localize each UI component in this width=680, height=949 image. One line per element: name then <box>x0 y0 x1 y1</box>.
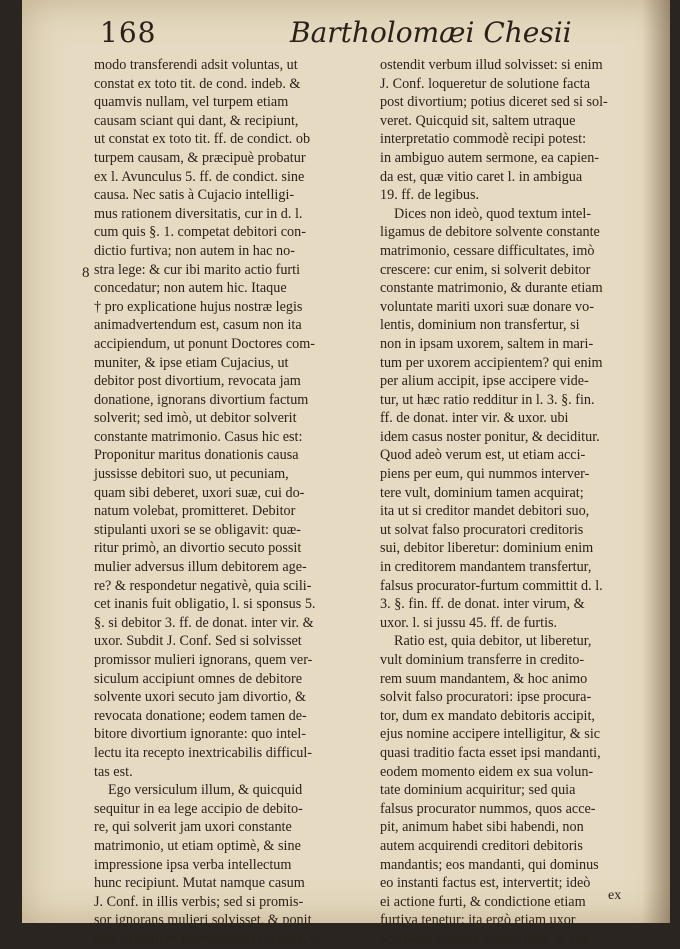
text-line: solverit; sed imò, ut debitor solverit <box>94 410 297 427</box>
text-line: animadvertendum est, casum non ita <box>94 317 302 334</box>
right-column <box>380 56 656 949</box>
text-line: hunc recipiunt. Mutat namque casum <box>94 875 305 892</box>
text-line: da est, quæ vitio caret l. in ambigua <box>380 168 583 185</box>
text-line: sequitur in ea lege accipio de debito- <box>94 800 303 817</box>
text-line: ligamus de debitore solvente constante <box>380 224 600 241</box>
text-line: ejus nomine accipere intelligitur, & sic <box>380 726 601 743</box>
text-line: idem casus noster ponitur, & deciditur. <box>380 428 600 445</box>
text-line: Ego versiculum illum, & quicquid <box>108 782 303 799</box>
text-line: eodem momento eidem ex sua volun- <box>380 763 594 780</box>
text-line: 3. §. fin. ff. de donat. inter virum, & <box>380 596 585 613</box>
text-line: stipulanti uxori se se obligavit: quæ- <box>94 521 301 538</box>
text-line: ut solvat falso procuratori creditoris <box>380 521 584 538</box>
text-line: re? & respondetur negativè, quia scili- <box>94 577 312 594</box>
text-line: mulier adversus illum debitorem age- <box>94 559 307 576</box>
text-line: ritur primò, an divortio secuto possit <box>94 540 302 557</box>
text-line: turpem causam, & præcipuè probatur <box>94 149 306 166</box>
text-line: sui, debitor liberetur: dominium enim <box>380 540 594 557</box>
text-line: §. si debitor 3. ff. de donat. inter vir. & <box>94 614 314 631</box>
text-line: rem suum mandantem, & hoc animo <box>380 670 588 687</box>
text-line: cet inanis fuit obligatio, l. si sponsus 5. <box>94 596 316 613</box>
text-line: solvente uxori secuto jam divortio, & <box>94 689 306 706</box>
text-line: matrimonio, cessare difficultates, imò <box>380 242 595 259</box>
text-line: donatione, ignorans divortium factum <box>94 391 309 408</box>
text-line: tor, dum ex mandato debitoris accipit, <box>380 707 595 724</box>
text-line: promissor mulieri ignorans, quem ver- <box>94 652 313 668</box>
text-line: ei actione furti, & condictione etiam <box>380 893 586 910</box>
text-line: causam sciant qui dant, & recipiunt, <box>94 112 299 129</box>
text-line: accipiens nomine mariti, licet, ut sibi <box>380 930 590 947</box>
book-page <box>22 0 670 947</box>
text-line: impressione ipsa verba intellectum <box>94 856 292 873</box>
text-line: re, qui solverit jam uxori constante <box>94 819 292 836</box>
text-line: piens per eum, qui nummos interver- <box>380 466 590 483</box>
text-line: Dices non ideò, quod textum intel- <box>394 205 592 222</box>
text-line: jussisse debitori suo, ut pecuniam, <box>94 466 289 483</box>
text-line: debitor post divortium, revocata jam <box>94 373 301 390</box>
text-line: voluntate mariti uxori suæ donare vo- <box>380 298 594 315</box>
text-line: J. Conf. loqueretur de solutione facta <box>380 75 590 92</box>
text-line: ut constat ex toto tit. ff. de condict. ob <box>94 131 311 148</box>
text-line: Ratio est, quia debitor, ut liberetur, <box>394 633 592 650</box>
text-line: autem acquirendi creditori debitoris <box>380 837 583 854</box>
text-line: quamvis nullam, vel turpem etiam <box>94 94 289 111</box>
text-line: ex l. Avunculus 5. ff. de condict. sine <box>94 168 305 185</box>
text-line: muniter, & ipse etiam Cujacius, ut <box>94 354 289 371</box>
text-line: in creditorem mandantem transfertur, <box>380 559 592 576</box>
text-line: mus rationem diversitatis, cur in d. l. <box>94 205 303 222</box>
text-line: constat ex toto tit. de cond. indeb. & <box>94 75 301 92</box>
text-line: tas est. <box>94 763 133 780</box>
text-line: veret. Quicquid sit, saltem utraque <box>380 112 576 129</box>
text-line: quasi traditio facta esset ipsi mandanti, <box>380 744 601 761</box>
text-line: crescere: cur enim, si solverit debitor <box>380 261 591 278</box>
text-line: eo instanti factus est, intervertit; ideò <box>380 875 591 892</box>
text-line: siculum accipiunt omnes de debitore <box>94 670 303 687</box>
text-line: Proponitur maritus donationis causa <box>94 447 299 464</box>
text-line: tere vult, dominium tamen acquirat; <box>380 484 584 501</box>
text-line: ostendit verbum illud solvisset: si enim <box>380 57 603 73</box>
page-header <box>100 16 660 56</box>
text-line: falsus procurator-furtum committit d. l. <box>380 577 603 594</box>
text-line: pit, animum habet sibi habendi, non <box>380 819 584 836</box>
text-line: non in ipsam uxorem, saltem in mari- <box>380 335 594 352</box>
marginal-number: 8 <box>82 265 90 281</box>
text-line: J. Conf. in illis verbis; sed si promis- <box>94 893 304 910</box>
text-line: cum quis §. 1. competat debitori con- <box>94 224 306 241</box>
text-line: modo transferendi adsit voluntas, ut <box>94 57 298 73</box>
text-line: revocata donatione; eodem tamen de- <box>94 707 307 724</box>
text-line: causa. Nec satis à Cujacio intelligi- <box>94 187 295 204</box>
text-line: post divortium; potius diceret sed si sol- <box>380 94 608 111</box>
text-line: interpretatio commodè recipi potest: <box>380 131 587 148</box>
text-line: falsus procurator nummos, quos acce- <box>380 800 596 817</box>
running-head: Bartholomæi Chesii <box>290 16 572 49</box>
text-line: solvit falso procuratori: ipse procura- <box>380 689 592 706</box>
text-line: furtiva tenetur: ita ergò etiam uxor <box>380 912 576 929</box>
text-line: constante matrimonio. Casus hic est: <box>94 428 303 445</box>
text-line: † pro explicatione hujus nostræ legis <box>94 298 303 315</box>
text-line: concedatur; non autem hic. Itaque <box>94 280 287 297</box>
left-column <box>94 56 370 949</box>
text-line: natum volebat, promitteret. Debitor <box>94 503 296 520</box>
text-line: matrimonio, ut etiam optimè, & sine <box>94 837 301 854</box>
catchword: ex <box>608 888 622 903</box>
text-line: tum per uxorem accipientem? qui enim <box>380 354 603 371</box>
text-line: mandantis; eos mandanti, qui dominus <box>380 856 599 873</box>
text-line: stra lege: & cur ibi marito actio furti <box>94 261 301 278</box>
text-line: lectu ita recepto inextricabilis difficul- <box>94 744 312 761</box>
text-line: tate dominium acquiritur; sed quia <box>380 782 576 799</box>
text-line: dictio furtiva; non autem in hac no- <box>94 242 295 259</box>
text-line: Quod adeò verum est, ut etiam acci- <box>380 447 586 464</box>
text-line: tur, ut hæc ratio redditur in l. 3. §. fin. <box>380 391 595 408</box>
page-number: 168 <box>100 16 157 49</box>
text-line: uxor. l. si jussu 45. ff. de furtis. <box>380 614 558 631</box>
text-line: bitore divortium ignorante: quo intel- <box>94 726 306 743</box>
text-line: uxor. Subdit J. Conf. Sed si solvisset <box>94 633 302 650</box>
text-line: quam sibi deberet, uxori suæ, cui do- <box>94 484 305 501</box>
text-line: in ambiguo autem sermone, ea capien- <box>380 149 600 166</box>
text-line: sor ignorans mulieri solvisset, & ponit <box>94 912 312 929</box>
text-line: per alium accipit, ipse accipere vide- <box>380 373 589 390</box>
text-line: vult dominium transferre in credito- <box>380 652 585 668</box>
text-line: accipiendum, ut ponunt Doctores com- <box>94 335 316 352</box>
text-line: constante matrimonio, & durante etiam <box>380 280 603 297</box>
text-line: ante divortium promissorem solvisse, ut <box>94 930 322 947</box>
text-line: ita ut si creditor mandet debitori suo, <box>380 503 590 520</box>
text-line: lentis, dominium non transfertur, si <box>380 317 580 334</box>
text-line: 19. ff. de legibus. <box>380 187 480 204</box>
text-line: ff. de donat. inter vir. & uxor. ubi <box>380 410 569 427</box>
